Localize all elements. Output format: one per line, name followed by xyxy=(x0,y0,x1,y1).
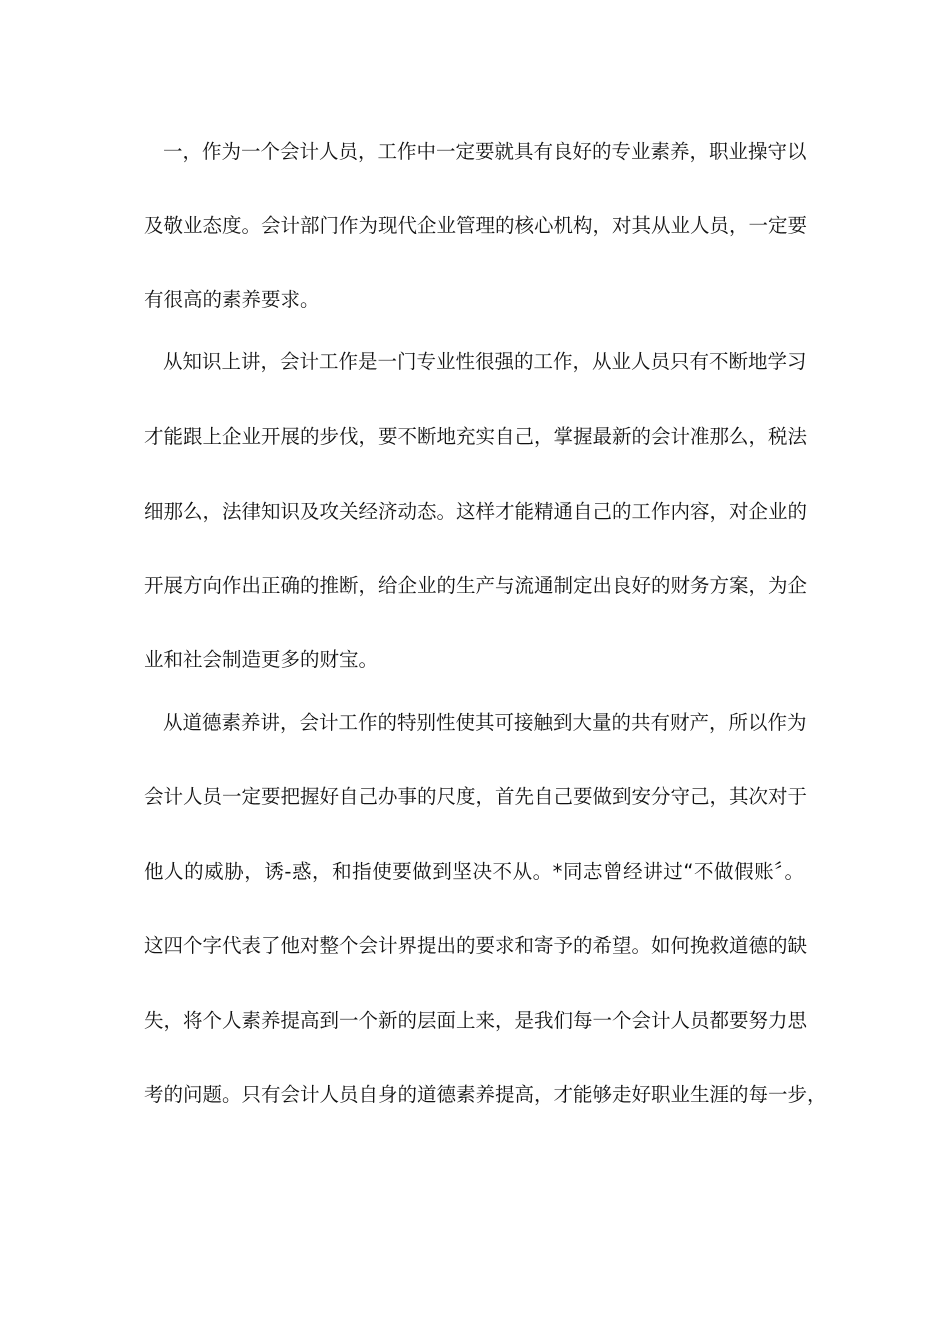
paragraph-3-line-6: 考的问题。只有会计人员自身的道德素养提高，才能够走好职业生涯的每一步， xyxy=(144,1083,827,1106)
paragraph-3-line-1: 从道德素养讲，会计工作的特别性使其可接触到大量的共有财产，所以作为 xyxy=(163,711,807,734)
paragraph-3-line-3: 他人的威胁，诱-惑，和指使要做到坚决不从。*同志曾经讲过“不做假账〞。 xyxy=(144,860,804,883)
paragraph-2-line-2: 才能跟上企业开展的步伐，要不断地充实自己，掌握最新的会计准那么，税法 xyxy=(144,425,808,448)
paragraph-3-line-4: 这四个字代表了他对整个会计界提出的要求和寄予的希望。如何挽救道德的缺 xyxy=(144,934,808,957)
paragraph-1-line-3: 有很高的素养要求。 xyxy=(144,288,320,311)
paragraph-2-line-3: 细那么，法律知识及攻关经济动态。这样才能精通自己的工作内容，对企业的 xyxy=(144,500,808,523)
paragraph-1-line-1: 一，作为一个会计人员，工作中一定要就具有良好的专业素养，职业操守以 xyxy=(163,140,807,163)
paragraph-2-line-4: 开展方向作出正确的推断，给企业的生产与流通制定出良好的财务方案，为企 xyxy=(144,574,808,597)
paragraph-3-line-2: 会计人员一定要把握好自己办事的尺度，首先自己要做到安分守己，其次对于 xyxy=(144,785,808,808)
paragraph-2-line-5: 业和社会制造更多的财宝。 xyxy=(144,648,379,671)
paragraph-2-line-1: 从知识上讲，会计工作是一门专业性很强的工作，从业人员只有不断地学习 xyxy=(163,350,807,373)
paragraph-1-line-2: 及敬业态度。会计部门作为现代企业管理的核心机构，对其从业人员，一定要 xyxy=(144,214,808,237)
paragraph-3-line-5: 失，将个人素养提高到一个新的层面上来，是我们每一个会计人员都要努力思 xyxy=(144,1009,808,1032)
